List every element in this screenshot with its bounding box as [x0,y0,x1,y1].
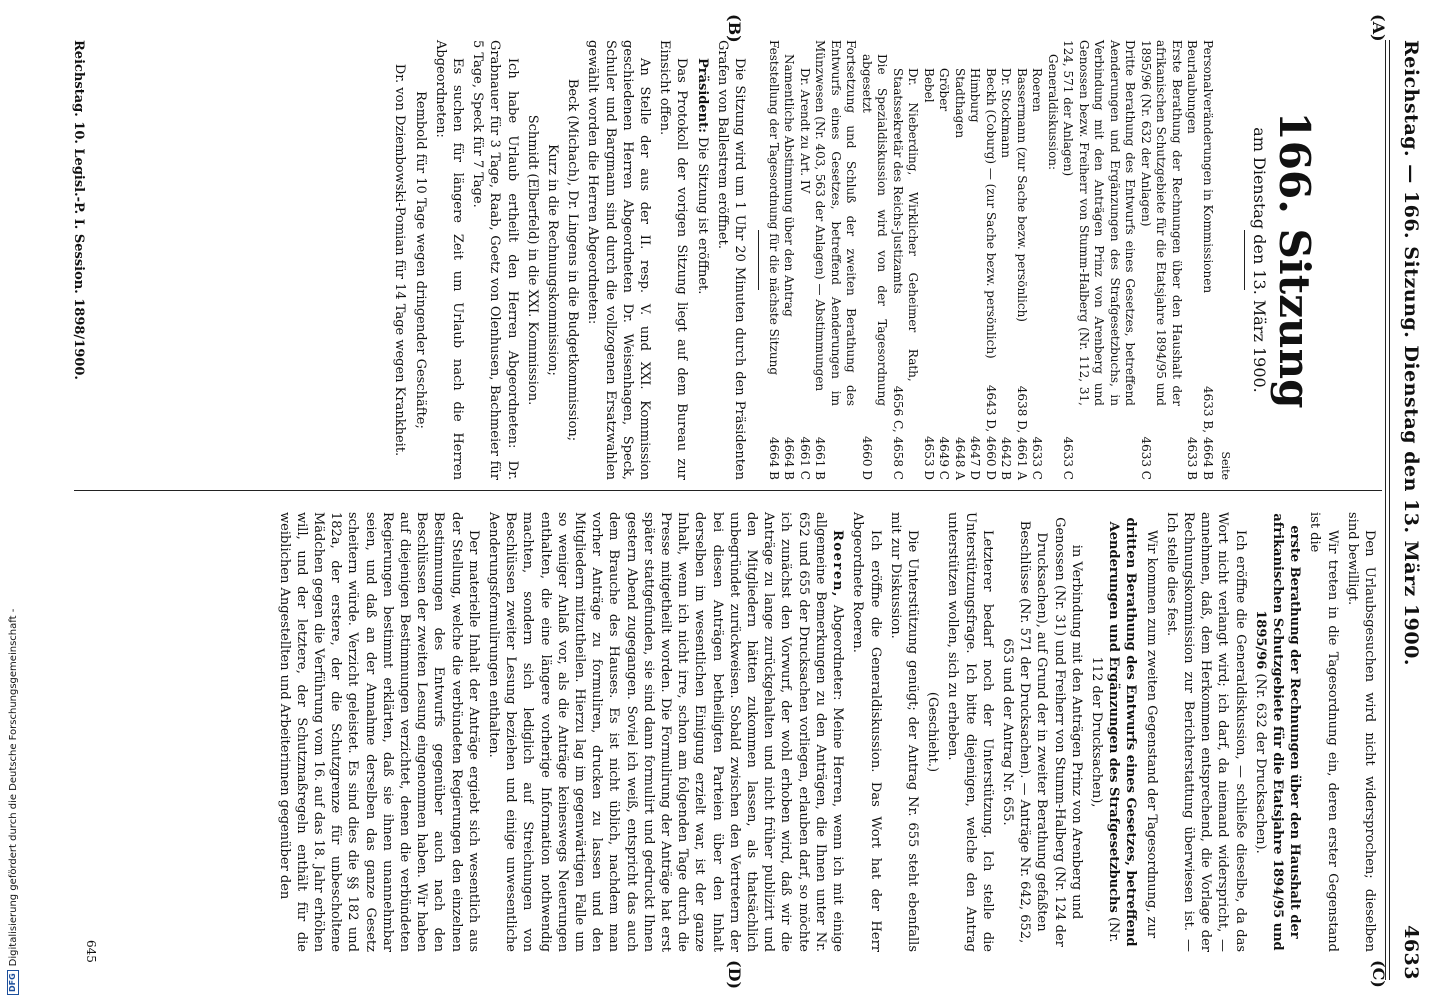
opening-paragraph: Die Sitzung wird um 1 Uhr 20 Minuten durch den Präsidenten Grafen von Ballestrem eröffnet. [714,40,748,480]
toc-entry-text: Roeren [1030,68,1045,112]
toc-entry-page: 4633 C [1061,436,1076,480]
stage-direction: (Geschieht.) [925,691,941,773]
toc-entry-page: 4656 C, 4658 C [890,385,905,480]
session-title: 166. Sitzung [1270,111,1319,409]
title-rule [1244,230,1245,290]
toc-entry-page: 4653 D [921,436,936,480]
toc-row [796,40,812,480]
header-rule-thin [1385,40,1386,980]
toc-rule [758,230,759,290]
toc-entry-text: Erste Berathung der Rechnungen über den Haushalt der afrikanischen Schutzgebiete für die Etatsjahre 1894/95 und 1895/96 (Nr. 632 der Anlagen) [1138,40,1184,406]
toc-row [1137,40,1184,480]
toc-row [1013,40,1029,480]
table-of-contents [765,40,1215,480]
toc-entry-page: 4661 C [797,436,812,480]
paragraph: in Verbindung mit den Anträgen Prinz von Arenberg und Genossen (Nr. 31) und Freiherr von Stumm-Halberg (Nr. 124 der Drucksachen), auf Grund der in zweiter Berathung gefaßten Beschlüsse (Nr. 571 der Drucksachen). — Anträge Nr. 642, 652, 653 und der Antrag Nr. 655. [999,517,1084,947]
speaker-text: Die Sitzung ist eröffnet. [694,132,710,295]
speaker-label: Roeren, [830,530,846,599]
margin-letter-a: (A) [1369,14,1388,42]
toc-entry-text: Stadthagen [952,68,967,139]
toc-entry-text: Generaldiskussion: [1045,54,1060,171]
toc-row [1029,40,1045,480]
toc-entry-text: Feststellung der Tagesordnung für die nächste Sitzung [766,40,781,376]
header-title: Reichstag. — 166. Sitzung. Dienstag den 13. März 1900. [1400,40,1422,666]
toc-row [998,40,1014,480]
toc-entry-text: Dr. Stockmann [999,68,1014,158]
toc-entry-page: 4649 C [937,436,952,480]
toc-entry-page: 4661 B [813,436,828,480]
toc-entry-page: 4642 B [999,436,1014,480]
toc-entry-page: 4633 C [1030,436,1045,480]
toc-row [1044,40,1060,480]
commission-paragraph: An Stelle der aus der II. resp. V. und XXI. Kommission geschiedenen Herren Abgeordneten Dr. Weisenhagen, Speck, Schuler und Bargmann sind durch die vollzogenen Ersatzwahlen gewählt worden die Herren Abgeordneten: [585,40,653,480]
agenda-item-title: dritten Berathung des Entwurfs eines Gesetzes, betreffend Aenderungen und Ergänzungen des Strafgesetzbuchs [1106,517,1139,947]
margin-letter-b: (B) [725,14,744,43]
commission-entry: Schmidt (Elberfeld) in die XXI. Kommission. [524,114,540,406]
toc-row [858,40,889,480]
toc-row [1199,40,1215,480]
commission-entry: Beck (Michach), Dr. Lingens in die Budgetkommission; [565,78,581,442]
agenda-item-ref: (Nr. 632 der Drucksachen). [1252,669,1268,854]
paragraph: Wir kommen zum zweiten Gegenstand der Tagesordnung, zur [1143,530,1159,939]
toc-row [765,40,781,480]
paragraph: Den Urlaubsgesuchen wird nicht widersprochen; dieselben sind bewilligt. [1344,512,1377,952]
toc-row [889,40,920,480]
toc-row [781,40,797,480]
protocol-paragraph: Das Protokoll der vorigen Sitzung liegt auf dem Bureau zur Einsicht offen. [657,40,690,480]
paragraph: Ich eröffne die Generaldiskussion, — schließe dieselbe, da das Wort nicht verlangt wird; ich darf, da niemand widerspricht, — annehmen, daß, dem Herkommen entsprechend, die Vorlage der Rechnungskommission zur Berichterstattung überwiesen ist. — Ich stelle dies fest. [1163,512,1248,952]
toc-row [967,40,983,480]
toc-entry-text: Beckh (Coburg) — (zur Sache bezw. persönlich) [983,68,998,359]
toc-entry-text: Personalveränderungen in Kommissionen [1200,40,1215,294]
toc-entry-page: 4648 A [952,436,967,480]
footer-signature: Reichstag. 10. Legisl.-P. I. Session. 1898/1900. [71,40,86,380]
toc-row [951,40,967,480]
toc-row [982,40,998,480]
credit-text: Digitalisierung gefördert durch die Deutsche Forschungsgemeinschaft - [7,608,19,967]
toc-entry-page: 4660 D [859,436,874,480]
agenda-item [1252,512,1304,952]
toc-entry-page: 4638 D, 4661 A [1014,385,1029,480]
margin-letter-c: (C) [1369,960,1388,988]
session-date: am Dienstag den 13. März 1900. [1250,127,1269,393]
speech-text: Abgeordneter: Meine Herren, wenn ich mit einige allgemeine Bemerkungen zu den Anträgen, die Ihnen unter Nr. 652 und 655 der Drucksachen vorliegen, erlauben darf, so möchte ich zunächst den Vorwurf, der wohl erhoben wird, daß wir die Anträge zu lange zurückgehalten und nicht früher publizirt und den Mitgliedern hätten zukommen lassen, als thatsächlich unbegründet zurückweisen. Sobald zwischen den Vertretern der bei diesen Anträgen betheiligten Parteien über den Inhalt derselben im wesentlichen Einigung erzielt war, ist der ganze Inhalt, wenn ich nicht irre, schon am folgenden Tage durch die Presse mitgetheilt worden. Die Formulirung der Anträge hat erst später stattgefunden, sie sind dann formulirt und gedruckt Ihnen gestern Abend zugegangen. Soviel ich weiß, entspricht das auch dem Brauche des Hauses. Es ist nicht üblich, nachdem man vorher Anträge zu formuliren, drucken zu lassen und den Mitgliedern mitzutheilen. Hierzu lag im gegenwärtigen Falle um so weniger Anlaß vor, als die Anträge keineswegs Neuerungen enthalten, die eine längere vorherige Information nothwendig machten, sondern sich lediglich auf Streichungen von Beschlüssen zweiter Lesung beziehen und einige unwesentliche Aenderungsformulirungen enthalten. [486,512,846,952]
toc-entry-text: Dritte Berathung des Entwurfs eines Gesetzes, betreffend Aenderungen und Ergänzungen des Strafgesetzbuchs, in Verbindung mit den Anträgen Prinz von Arenberg und Genossen bezw. Freiherr von Stumm-Halberg (Nr. 112, 31, 124, 571 der Anlagen) [1061,40,1138,406]
paragraph: Letzterer bedarf noch der Unterstützung. Ich stelle die Unterstützungsfrage. Ich bitte diejenigen, welche den Antrag unterstützen wollen, sich zu erheben. [945,512,995,952]
toc-row [920,40,936,480]
document-page [54,0,1434,1000]
leave-request-paragraph: Es suchen für längere Zeit um Urlaub nach die Herren Abgeordneten: [432,40,466,480]
running-header [1394,40,1428,980]
toc-header: Seite [1218,451,1232,480]
toc-entry-page: 4664 B [766,436,781,480]
header-rule [1389,40,1390,980]
dfg-logo: DFG [7,970,19,995]
agenda-item [1088,512,1140,952]
toc-entry-page: 4633 C [1138,436,1153,480]
toc-row [1184,40,1200,480]
toc-entry-text: Die Spezialdiskussion wird von der Tagesordnung abgesetzt [859,54,890,406]
column-divider [74,490,1382,491]
agenda-item-title: erste Berathung der Rechnungen über den Haushalt der afrikanischen Schutzgebiete für die Etatsjahre 1894/95 und 1895/96 [1252,513,1303,951]
paragraph: Die Unterstützung genügt; der Antrag Nr. 655 steht ebenfalls mit zur Diskussion. [887,512,920,952]
leave-entry: Dr. von Dziembowski-Pomian für 14 Tage wegen Krankheit. [392,63,408,457]
right-column [272,512,1378,952]
toc-entry-page: 4633 B, 4664 B [1200,386,1215,480]
toc-row [812,40,859,480]
toc-entry-text: Namentliche Abstimmung über den Antrag [782,54,797,317]
speech-paragraph [485,512,846,952]
toc-entry-text: Bassermann (zur Sache bezw. persönlich) [1014,68,1029,322]
speech-paragraph: Der materielle Inhalt der Anträge ergiebt sich wesentlich aus der Stellung, welche die verbündeten Regierungen den einzelnen Bestimmungen des Entwurfs gegenüber auch nach den Beschlüssen der zweiten Lesung eingenommen haben. Wir haben auf diejenigen Bestimmungen verzichtet, denen die verbündeten Regierungen bestimmt erklärten, daß sie ihnen unannehmbar seien, und daß an der Annahme derselben das ganze Gesetz scheitern würde. Verzicht geleistet. Es sind dies die §§ 182 und 182a, der erstere, der die Schutzgrenze für unbescholtene Mädchen gegen die Verführung vom 16. auf das 18. Jahr erhöhen will, und der letztere, der Schutzmaßregeln enthält für die weiblichen Angestellten und Arbeiterinnen gegenüber den [276,512,481,952]
toc-entry-text: Himburg [968,68,983,123]
toc-entry-text: Dr. Nieberding, Wirklicher Geheimer Rath, Staatssekretär des Reichs-Justizamts [890,68,921,382]
leave-entry: Rembold für 10 Tage wegen dringender Geschäfte; [412,91,428,429]
toc-row [936,40,952,480]
left-column [388,40,1378,480]
toc-entry-text: Bebel [921,68,936,103]
paragraph: Ich eröffne die Generaldiskussion. Das Wort hat der Herr Abgeordnete Roeren. [850,512,883,952]
commission-entry: Kurz in die Rechnungskommission; [545,144,561,376]
header-page-number: 4633 [1400,925,1422,980]
digitization-credit [6,0,20,995]
margin-letter-d: (D) [725,960,744,990]
toc-entry-text: Gröber [937,68,952,112]
sheet-number: 645 [84,940,98,963]
toc-entry-page: 4647 D [968,436,983,480]
paragraph: Wir treten in die Tagesordnung ein, deren erster Gegenstand ist die [1307,512,1340,952]
agenda-item-ref: (Nr. 112 der Drucksachen), [1088,656,1122,943]
toc-entry-page: 4633 B [1185,436,1200,480]
toc-entry-text: Fortsetzung und Schluß der zweiten Berathung des Entwurfs eines Gesetzes, betreffend Aenderungen im Münzwesen (Nr. 403, 563 der Anlagen) — Abstimmungen [813,40,859,406]
toc-entry-text: Dr. Arendt zu Art. IV [797,68,812,194]
toc-entry-text: Beurlaubungen [1185,40,1200,134]
leave-paragraph: Ich habe Urlaub ertheilt den Herren Abgeordneten: Dr. Grabnauer für 3 Tage, Raab, Goetz von Olenhusen, Bachmeier für 5 Tage, Speck für 7 Tage. [470,40,520,480]
toc-row [1060,40,1138,480]
president-paragraph [693,40,710,480]
toc-entry-page: 4664 B [782,436,797,480]
speaker-label: Präsident: [694,58,710,133]
toc-entry-page: 4643 D, 4660 D [983,384,998,480]
